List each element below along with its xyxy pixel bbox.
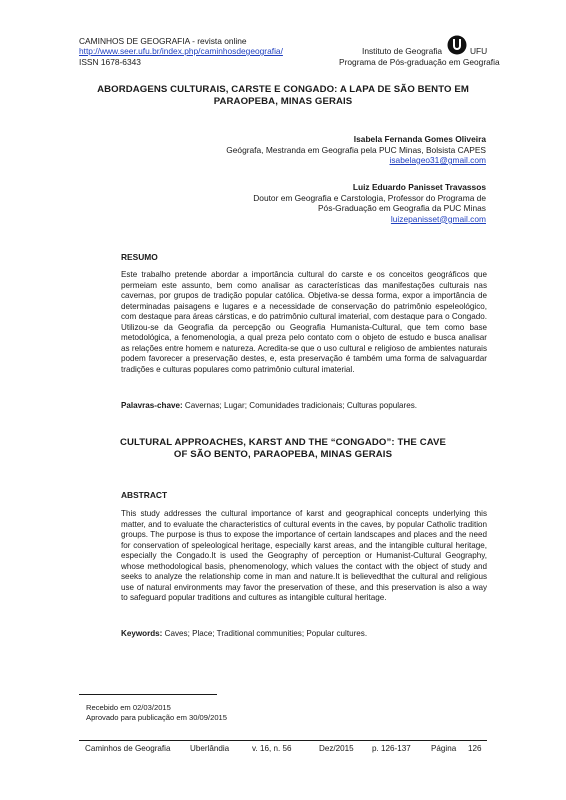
author-1-name: Isabela Fernanda Gomes Oliveira xyxy=(353,134,486,144)
keywords-en-label: Keywords: xyxy=(121,629,163,638)
footer-journal: Caminhos de Geografia xyxy=(85,744,171,753)
keywords-pt-label: Palavras-chave: xyxy=(121,401,183,410)
approved-date: Aprovado para publicação em 30/09/2015 xyxy=(86,713,228,722)
abstract-body xyxy=(121,509,487,604)
author-1-affiliation: Geógrafa, Mestranda em Geografia pela PUC Minas, Bolsista CAPES xyxy=(226,144,486,155)
author-2-email-link[interactable]: luizepanisset@gmail.com xyxy=(390,213,486,224)
article-title-en xyxy=(79,437,487,461)
author-1-email-link[interactable]: isabelageo31@gmail.com xyxy=(389,155,486,165)
author-2-name: Luiz Eduardo Panisset Travassos xyxy=(352,182,486,192)
footer-city: Uberlândia xyxy=(190,744,230,753)
footer-pages: p. 126-137 xyxy=(372,744,411,753)
ufu-logo-icon xyxy=(447,35,467,55)
article-title-pt xyxy=(79,84,487,108)
footer-page-label: Página xyxy=(431,744,457,753)
program-name: Programa de Pós-graduação em Geografia xyxy=(339,57,500,67)
footer-date: Dez/2015 xyxy=(319,744,354,753)
resumo-text: Este trabalho pretende abordar a importância cultural do carste e os conceitos geográficos que permeiam este assunto, bem como analisar as características das manifestações culturais nas cavernas, por grupos de tradição popular católica. Objetiva-se dessa forma, expor a importância de determinadas paisagens e lugares e a necessidade de conservação do patrimônio espeleológico, com destaque para áreas cársticas, e do patrimônio cultural imaterial, com destaque para o Congado. Utilizou-se da Geografia da percepção ou Geografia Humanista-Cultural, que tem como base metodológica, a fenomenologia, a qual preza pelo contato com o objeto de estudo e busca analisar as relações entre homem e natureza. Acredita-se que o uso cultural e religioso de ambientes naturais podem favorecer a preservação destes, e, esta preservação é também uma forma de salvaguardar tradições e culturas populares como patrimônio cultural imaterial. xyxy=(121,270,487,374)
author-1 xyxy=(150,134,486,166)
title-pt-line1: ABORDAGENS CULTURAIS, CARSTE E CONGADO: A LAPA DE SÃO BENTO EM xyxy=(97,84,469,95)
journal-title: CAMINHOS DE GEOGRAFIA - revista online xyxy=(79,36,247,46)
title-pt-line2: PARAOPEBA, MINAS GERAIS xyxy=(213,96,353,107)
author-2-affiliation-line2: Pós-Graduação em Geografia da PUC Minas xyxy=(317,203,486,213)
issn: ISSN 1678-6343 xyxy=(79,57,141,67)
journal-url-link[interactable]: http://www.seer.ufu.br/index.php/caminhosdegeografia/ xyxy=(79,46,283,56)
resumo-body xyxy=(121,270,487,375)
abstract-heading: ABSTRACT xyxy=(121,490,168,500)
footer-rule xyxy=(79,740,487,741)
title-en-line1: CULTURAL APPROACHES, KARST AND THE “CONGADO”: THE CAVE xyxy=(119,437,447,448)
resumo-keywords xyxy=(121,401,487,412)
abstract-keywords xyxy=(121,629,487,640)
footer-page-number: 126 xyxy=(468,744,482,753)
author-2 xyxy=(150,182,486,224)
university-name: UFU xyxy=(470,46,488,56)
footer-volume: v. 16, n. 56 xyxy=(252,744,292,753)
footnote-rule xyxy=(79,694,217,695)
resumo-heading: RESUMO xyxy=(121,252,158,262)
title-en-line2: OF SÃO BENTO, PARAOPEBA, MINAS GERAIS xyxy=(173,449,393,460)
institute-name: Instituto de Geografia xyxy=(362,46,443,56)
keywords-en-text: Caves; Place; Traditional communities; Popular cultures. xyxy=(162,629,368,638)
abstract-text: This study addresses the cultural importance of karst and geographical concepts underlying this matter, and to evaluate the characteristics of cultural events in the caves, by popular Catholic tradition groups. The purpose is thus to expose the importance of certain landscapes and places and the need for conservation of speleological heritage, especially karst areas, and the intangible cultural heritage, especially the Congado.It is used the Geography of perception or Humanist-Cultural Geography, whose methodological basis, phenomenology, which values the contact with the object of study and seeks to analyze the relationship come in man and nature.It is believedthat the cultural and religious use of natural environments may favor the preservation of these, and this preservation is also a way to safeguard popular traditions and cultures as intangible cultural heritage. xyxy=(121,509,487,603)
received-date: Recebido em 02/03/2015 xyxy=(86,703,171,712)
keywords-pt-text: Cavernas; Lugar; Comunidades tradicionais; Culturas populares. xyxy=(182,401,418,410)
author-2-affiliation-line1: Doutor em Geografia e Carstologia, Professor do Programa de xyxy=(253,192,486,203)
